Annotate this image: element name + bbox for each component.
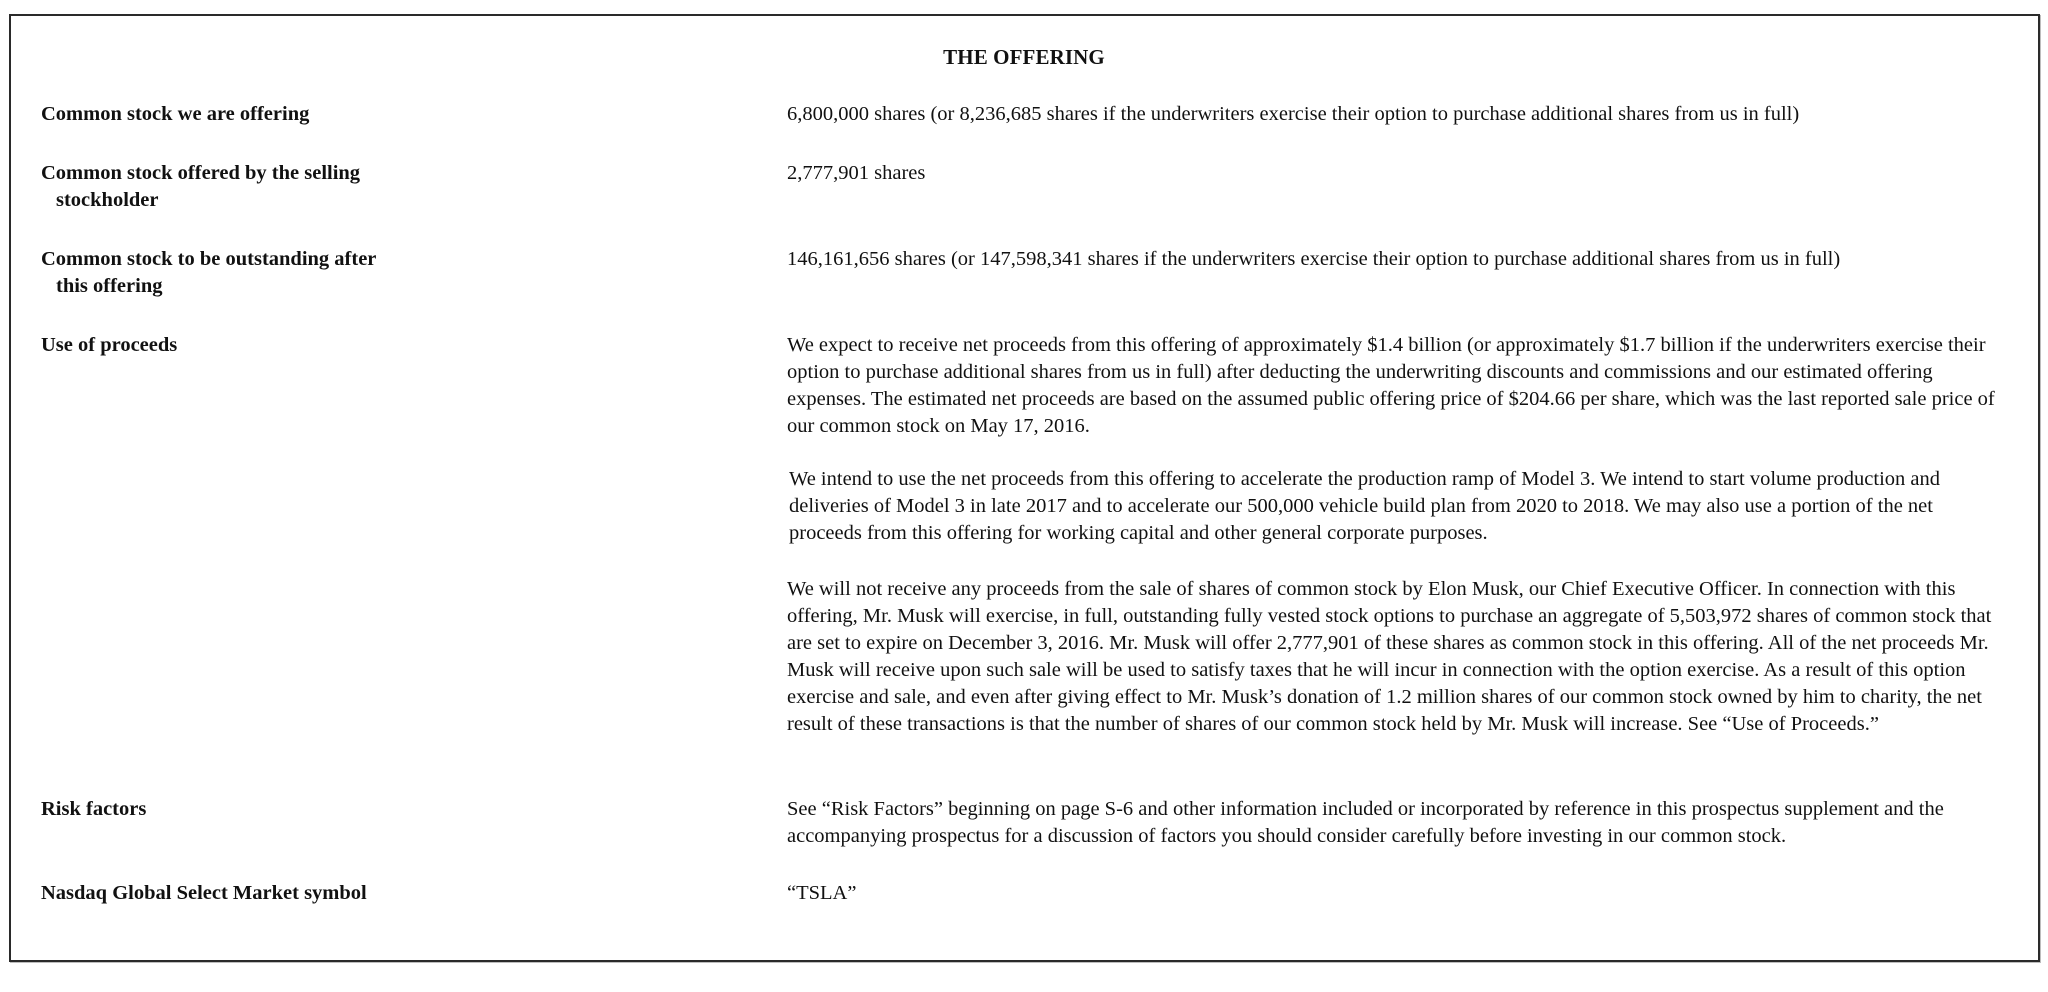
- row-value: [787, 880, 2007, 907]
- row-label-text: Risk factors: [41, 798, 147, 820]
- row-label-continuation: this offering: [56, 275, 163, 297]
- row-value: [787, 160, 2007, 187]
- proceeds-paragraph-net-proceeds: We expect to receive net proceeds from this offering of approximately $1.4 billion (or approximately $1.7 billion if the underwriters exercise their option to purchase additional shares from us in full) after deducting the underwriting discounts and commissions and our estimated offering expenses. The estimated net proceeds are based on the assumed public offering price of $204.66 per share, which was the last reported sale price of our common stock on May 17, 2016.: [787, 334, 1995, 437]
- row-label-text: Common stock we are offering: [41, 103, 310, 125]
- proceeds-paragraph-selling-stockholder: We will not receive any proceeds from the sale of shares of common stock by Elon Musk, our Chief Executive Officer. In connection with this offering, Mr. Musk will exercise, in full, outstanding fully vested stock options to purchase an aggregate of 5,503,972 shares of common stock that are set to expire on December 3, 2016. Mr. Musk will offer 2,777,901 of these shares as common stock in this offering. All of the net proceeds Mr. Musk will receive upon such sale will be used to satisfy taxes that he will incur in connection with the option exercise. As a result of this option exercise and sale, and even after giving effect to Mr. Musk’s donation of 1.2 million shares of our common stock owned by him to charity, the net result of these transactions is that the number of shares of our common stock held by Mr. Musk will increase. See “Use of Proceeds.”: [787, 578, 1992, 735]
- row-value: [787, 246, 2007, 273]
- row-value-text: See “Risk Factors” beginning on page S-6 and other information included or incorporated by reference in this prospectus supplement and the accompanying prospectus for a discussion of factors you should consider carefully before investing in our common stock.: [787, 798, 1944, 847]
- row-value-text: 2,777,901 shares: [787, 162, 926, 184]
- row-value: [787, 796, 2007, 850]
- row-label-continuation: stockholder: [56, 189, 159, 211]
- ticker-symbol: “TSLA”: [787, 882, 857, 904]
- row-label: [41, 796, 641, 823]
- row-value: [787, 332, 2007, 738]
- row-label: [41, 160, 641, 214]
- row-label: [41, 246, 641, 300]
- row-label: [41, 332, 641, 359]
- row-value: [787, 101, 2007, 128]
- section-title: THE OFFERING: [943, 45, 1105, 69]
- row-label: [41, 880, 641, 907]
- row-value-text: 6,800,000 shares (or 8,236,685 shares if the underwriters exercise their option to purchase additional shares from us in full): [787, 103, 1800, 125]
- proceeds-paragraph-intended-use: We intend to use the net proceeds from this offering to accelerate the production ramp of Model 3. We intend to start volume production and deliveries of Model 3 in late 2017 and to accelerate our 500,000 vehicle build plan from 2020 to 2018. We may also use a portion of the net proceeds from this offering for working capital and other general corporate purposes.: [789, 468, 1941, 544]
- row-value-text: 146,161,656 shares (or 147,598,341 shares if the underwriters exercise their option to purchase additional shares from us in full): [787, 248, 1841, 270]
- row-label-text: Use of proceeds: [41, 334, 178, 356]
- row-label: [41, 101, 641, 128]
- row-label-text: Nasdaq Global Select Market symbol: [41, 882, 367, 904]
- row-label-text: Common stock offered by the selling: [41, 162, 361, 184]
- row-label-text: Common stock to be outstanding after: [41, 248, 377, 270]
